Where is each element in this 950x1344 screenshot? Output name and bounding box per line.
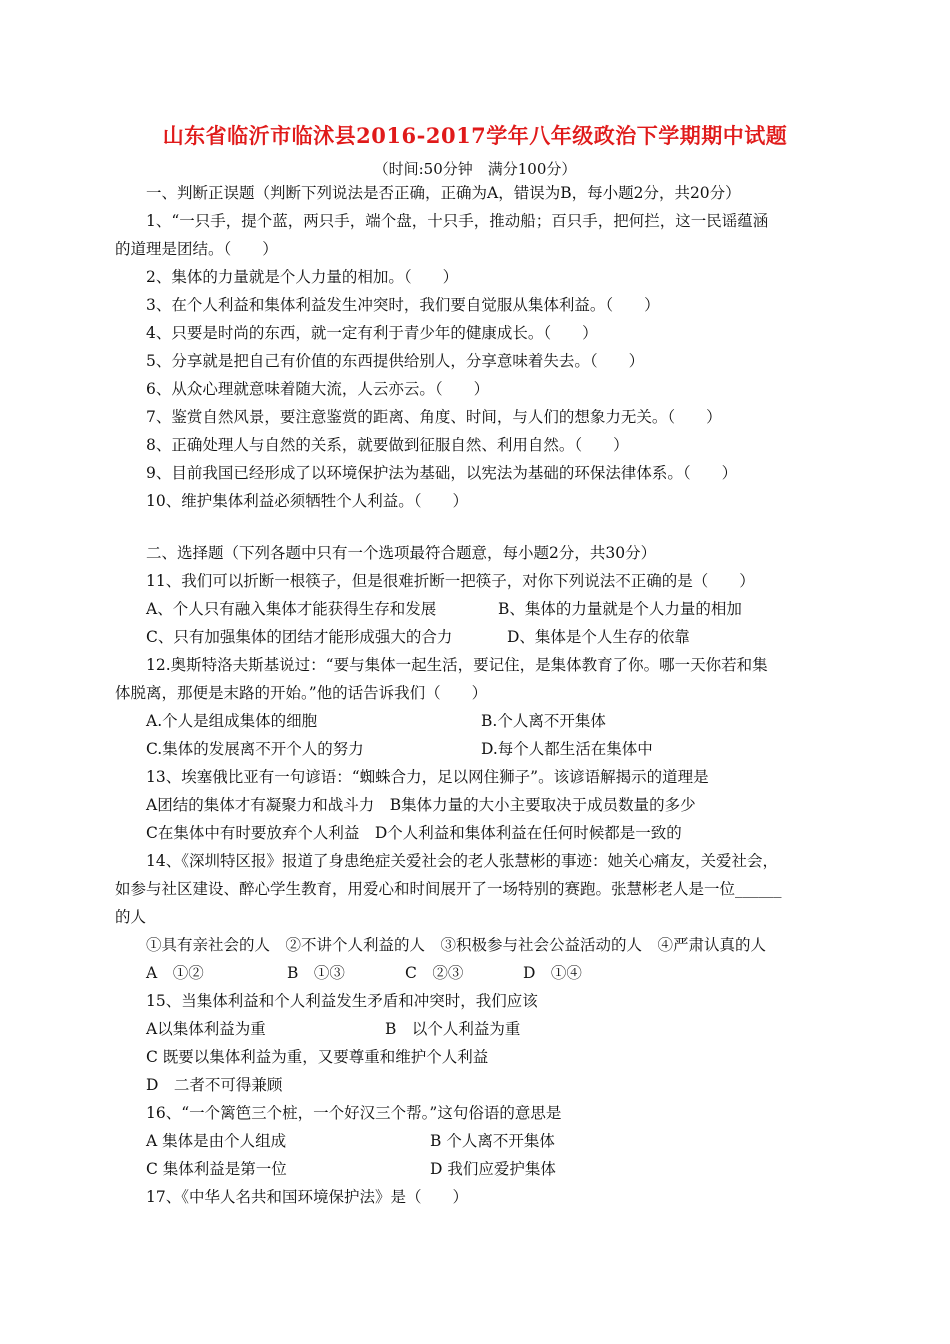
question-15-option-a: A以集体利益为重	[146, 1020, 266, 1038]
question-4: 4、只要是时尚的东西，就一定有利于青少年的健康成长。（ ）	[146, 324, 598, 342]
question-14-option-d: D ①④	[523, 964, 582, 982]
question-12-option-c: C.集体的发展离不开个人的努力	[146, 740, 364, 758]
question-5: 5、分享就是把自己有价值的东西提供给别人，分享意味着失去。（ ）	[146, 352, 645, 370]
question-16-option-b: B 个人离不开集体	[430, 1132, 555, 1150]
question-14: 14、《深圳特区报》报道了身患绝症关爱社会的老人张慧彬的事迹：她关心痛友，关爱社会，	[146, 852, 778, 870]
question-12-option-a: A.个人是组成集体的细胞	[146, 712, 318, 730]
question-9: 9、目前我国已经形成了以环境保护法为基础，以宪法为基础的环保法律体系。（ ）	[146, 464, 738, 482]
question-15-option-c: C 既要以集体利益为重，又要尊重和维护个人利益	[146, 1048, 489, 1066]
question-14-continued: 如参与社区建设、醉心学生教育，用爱心和时间展开了一场特别的赛跑。张慧彬老人是一位______	[115, 880, 782, 898]
question-14-items: ①具有亲社会的人 ②不讲个人利益的人 ③积极参与社会公益活动的人 ④严肃认真的人	[146, 936, 767, 954]
page-title: 山东省临沂市临沭县2016-2017学年八年级政治下学期期中试题	[162, 123, 788, 148]
question-12: 12.奥斯特洛夫斯基说过：“要与集体一起生活，要记住，是集体教育了你。哪一天你若和集	[146, 656, 768, 674]
exam-time-info: （时间:50分钟 满分100分）	[373, 160, 577, 178]
question-13-options-ab: A团结的集体才有凝聚力和战斗力 B集体力量的大小主要取决于成员数量的多少	[146, 796, 696, 814]
question-1-continued: 的道理是团结。（ ）	[115, 240, 278, 258]
question-11-option-a: A、个人只有融入集体才能获得生存和发展	[146, 600, 437, 618]
question-13-options-cd: C在集体中有时要放弃个人利益 D个人利益和集体利益在任何时候都是一致的	[146, 824, 682, 842]
question-14-option-a: A ①②	[146, 964, 204, 982]
question-8: 8、正确处理人与自然的关系，就要做到征服自然、利用自然。（ ）	[146, 436, 629, 454]
question-15: 15、当集体利益和个人利益发生矛盾和冲突时，我们应该	[146, 992, 538, 1010]
question-10: 10、维护集体利益必须牺牲个人利益。（ ）	[146, 492, 468, 510]
question-3: 3、在个人利益和集体利益发生冲突时，我们要自觉服从集体利益。（ ）	[146, 296, 660, 314]
question-11-option-d: D、集体是个人生存的依靠	[507, 628, 690, 646]
section-heading-true-false: 一、判断正误题（判断下列说法是否正确，正确为A，错误为B，每小题2分，共20分）	[146, 184, 741, 202]
question-12-option-b: B.个人离不开集体	[481, 712, 606, 730]
question-12-option-d: D.每个人都生活在集体中	[481, 740, 653, 758]
question-7: 7、鉴赏自然风景，要注意鉴赏的距离、角度、时间，与人们的想象力无关。（ ）	[146, 408, 722, 426]
question-17: 17、《中华人名共和国环境保护法》是（ ）	[146, 1188, 468, 1206]
question-16-option-c: C 集体利益是第一位	[146, 1160, 287, 1178]
question-14-option-c: C ②③	[405, 964, 464, 982]
question-12-continued: 体脱离，那便是末路的开始。”他的话告诉我们（ ）	[115, 684, 488, 702]
question-16-option-a: A 集体是由个人组成	[146, 1132, 287, 1150]
section-heading-choice: 二、选择题（下列各题中只有一个选项最符合题意，每小题2分，共30分）	[146, 544, 657, 562]
question-15-option-d: D 二者不可得兼顾	[146, 1076, 283, 1094]
question-14-continued-2: 的人	[115, 908, 147, 926]
question-16: 16、“一个篱笆三个桩，一个好汉三个帮。”这句俗语的意思是	[146, 1104, 562, 1122]
question-16-option-d: D 我们应爱护集体	[430, 1160, 556, 1178]
question-15-option-b: B 以个人利益为重	[385, 1020, 521, 1038]
question-11: 11、我们可以折断一根筷子，但是很难折断一把筷子，对你下列说法不正确的是（ ）	[146, 572, 755, 590]
question-11-option-b: B、集体的力量就是个人力量的相加	[498, 600, 742, 618]
question-13: 13、埃塞俄比亚有一句谚语：“蜘蛛合力，足以网住狮子”。该谚语解揭示的道理是	[146, 768, 709, 786]
question-14-option-b: B ①③	[287, 964, 345, 982]
question-6: 6、从众心理就意味着随大流，人云亦云。（ ）	[146, 380, 490, 398]
question-11-option-c: C、只有加强集体的团结才能形成强大的合力	[146, 628, 453, 646]
question-2: 2、集体的力量就是个人力量的相加。（ ）	[146, 268, 459, 286]
question-1: 1、“一只手，提个蓝，两只手，端个盘，十只手，推动船；百只手，把何拦，这一民谣蕴涵	[146, 212, 769, 230]
